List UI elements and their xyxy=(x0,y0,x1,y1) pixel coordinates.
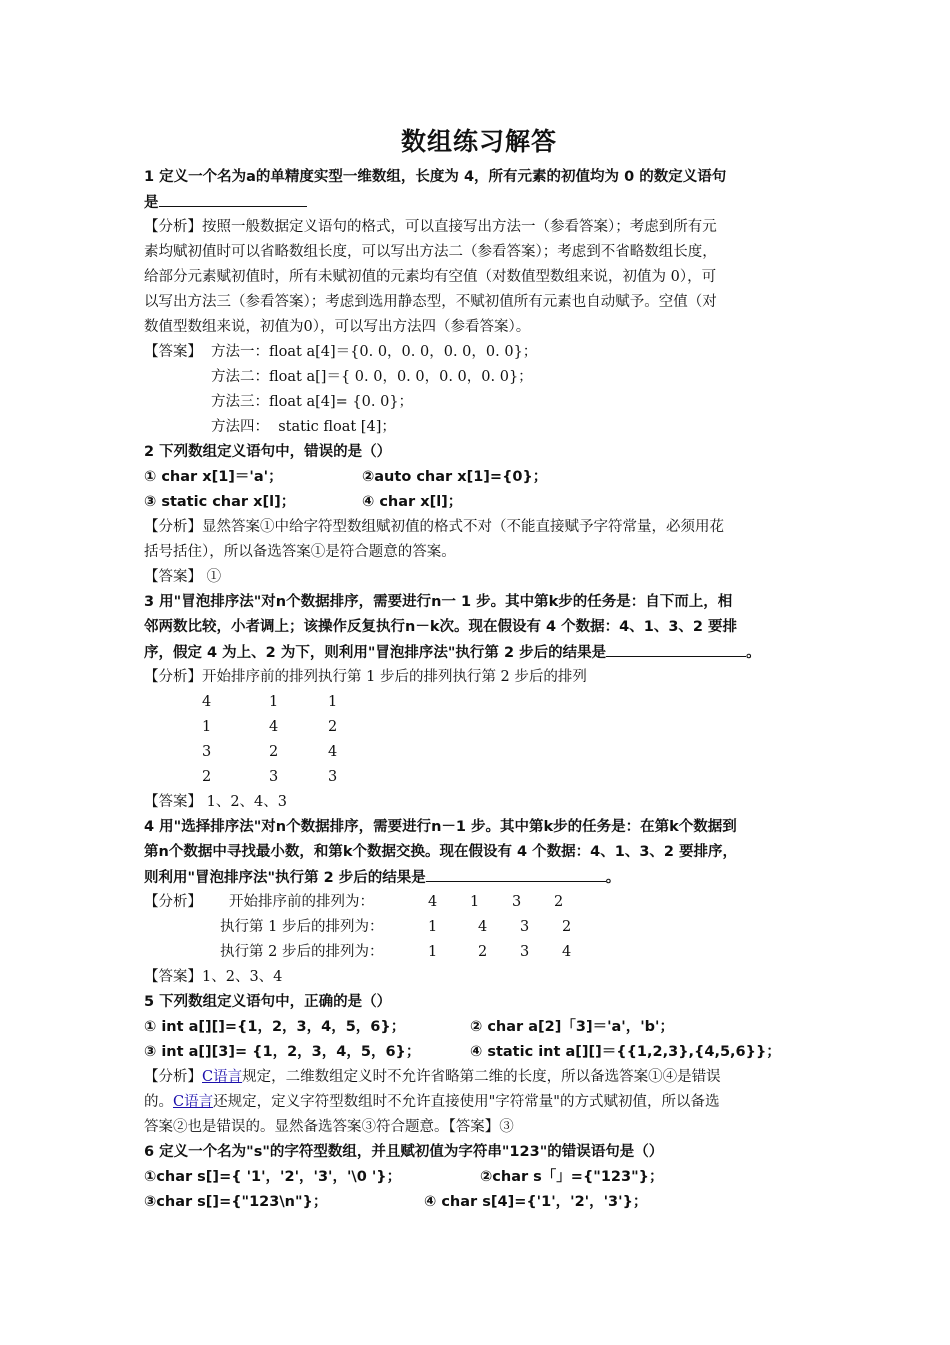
q3-line3-text: 序，假定 4 为上、2 为下，则利用"冒泡排序法"执行第 2 步后的结果是 xyxy=(144,645,607,661)
q4-row-label: 执行第 1 步后的排列为： xyxy=(220,919,384,935)
q6-question: 6 定义一个名为"s"的字符型数组，并且赋初值为字符串"123"的错误语句是（） xyxy=(144,1144,664,1160)
q3-table-cell: 1 xyxy=(202,719,212,735)
q1-line1: 1 定义一个名为a的单精度实型一维数组，长度为 4，所有元素的初值均为 0 的数定义语句 xyxy=(144,169,727,185)
c-language-link[interactable]: C语言 xyxy=(173,1094,214,1110)
q4-row-value: 2 xyxy=(554,894,564,910)
q1-analysis-1: 【分析】按照一般数据定义语句的格式，可以直接写出方法一（参看答案）；考虑到所有元 xyxy=(144,219,717,235)
q5-analysis-text: 规定，二维数组定义时不允许省略第二维的长度，所以备选答案①④是错误 xyxy=(242,1069,721,1085)
q5-analysis-text: 还规定，定义字符型数组时不允许直接使用"字符常量"的方式赋初值，所以备选 xyxy=(213,1094,720,1110)
q2-analysis-2: 括号括住），所以备选答案①是符合题意的答案。 xyxy=(144,544,456,560)
q2-question: 2 下列数组定义语句中，错误的是（） xyxy=(144,444,392,460)
q1-analysis-2: 素均赋初值时可以省略数组长度，可以写出方法二（参看答案）；考虑到不省略数组长度， xyxy=(144,244,717,260)
q4-row-value: 1 xyxy=(428,944,438,960)
q6-option-2: ②char s「」={"123"}； xyxy=(480,1169,664,1185)
q1-line2-text: 是 xyxy=(144,195,159,211)
q3-table-cell: 3 xyxy=(269,769,279,785)
q3-table-cell: 2 xyxy=(328,719,338,735)
q4-row-label: 执行第 2 步后的排列为： xyxy=(220,944,384,960)
q5-analysis-label: 【分析】 xyxy=(144,1069,202,1085)
q4-row-value: 3 xyxy=(520,919,530,935)
q4-row-value: 4 xyxy=(562,944,572,960)
q3-analysis: 【分析】开始排序前的排列执行第 1 步后的排列执行第 2 步后的排列 xyxy=(144,669,587,685)
q4-row-value: 4 xyxy=(478,919,488,935)
q4-row-value: 2 xyxy=(562,919,572,935)
q3-table-cell: 3 xyxy=(328,769,338,785)
q1-answer-label: 【答案】 xyxy=(144,344,202,360)
q4-line1: 4 用"选择排序法"对n个数据排序，需要进行n－1 步。其中第k步的任务是：在第k个数据到 xyxy=(144,819,737,835)
q2-option-4: ④ char x[l]； xyxy=(362,494,463,510)
q6-option-3: ③char s[]={"123\n"}； xyxy=(144,1194,328,1210)
q5-question: 5 下列数组定义语句中，正确的是（） xyxy=(144,994,392,1010)
q3-table-cell: 3 xyxy=(202,744,212,760)
q3-table-cell: 4 xyxy=(202,694,212,710)
q4-row-value: 2 xyxy=(478,944,488,960)
q1-answer-blank xyxy=(159,190,307,207)
q3-table-cell: 4 xyxy=(328,744,338,760)
q3-line2: 邻两数比较，小者调上；该操作反复执行n－k次。现在假设有 4 个数据：4、1、3、2 要排 xyxy=(144,619,738,635)
q5-analysis-text: 的。 xyxy=(144,1094,173,1110)
q5-option-4: ④ static int a[][]＝{{1,2,3},{4,5,6}}； xyxy=(470,1044,781,1060)
q4-row-label: 开始排序前的排列为： xyxy=(229,894,374,910)
q3-answer: 【答案】 1、2、4、3 xyxy=(144,794,288,810)
q2-option-3: ③ static char x[l]； xyxy=(144,494,296,510)
c-language-link[interactable]: C语言 xyxy=(202,1069,243,1085)
q2-option-2: ②auto char x[1]={0}； xyxy=(362,469,548,485)
q1-answer-1: 方法一：float a[4]＝{0. 0，0. 0，0. 0，0. 0}； xyxy=(211,344,538,360)
q4-analysis-label: 【分析】 xyxy=(144,894,202,910)
q1-answer-3: 方法三：float a[4]= {0. 0}； xyxy=(211,394,414,410)
q2-option-1: ① char x[1]＝'a'； xyxy=(144,469,283,485)
q2-analysis-1: 【分析】显然答案①中给字符型数组赋初值的格式不对（不能直接赋予字符常量，必须用花 xyxy=(144,519,724,535)
q3-table-cell: 4 xyxy=(269,719,279,735)
q6-option-4: ④ char s[4]={'1'，'2'，'3'}； xyxy=(424,1194,648,1210)
q3-table-cell: 2 xyxy=(202,769,212,785)
q3-table-cell: 1 xyxy=(269,694,279,710)
q4-row-value: 4 xyxy=(428,894,438,910)
q5-analysis-line3: 答案②也是错误的。显然备选答案③符合题意。【答案】③ xyxy=(144,1119,514,1135)
q4-row-value: 3 xyxy=(512,894,522,910)
q5-option-3: ③ int a[][3]= {1，2，3，4，5，6}； xyxy=(144,1044,421,1060)
q3-answer-blank xyxy=(606,640,746,657)
q6-option-1: ①char s[]={ '1'，'2'，'3'，'\0 '}； xyxy=(144,1169,402,1185)
q4-row-value: 3 xyxy=(520,944,530,960)
q4-row-value: 1 xyxy=(428,919,438,935)
q4-line2: 第n个数据中寻找最小数，和第k个数据交换。现在假设有 4 个数据：4、1、3、2 要排序， xyxy=(144,844,738,860)
q4-line3 xyxy=(144,865,620,890)
q3-line3-end: 。 xyxy=(746,645,761,661)
q3-line3 xyxy=(144,640,761,665)
q3-table-cell: 1 xyxy=(328,694,338,710)
q1-line2 xyxy=(144,190,307,215)
q3-table-cell: 2 xyxy=(269,744,279,760)
q4-line3-end: 。 xyxy=(605,870,621,886)
page-title: 数组练习解答 xyxy=(400,127,557,156)
q5-option-1: ① int a[][]={1，2，3，4，5，6}； xyxy=(144,1019,406,1035)
q1-analysis-5: 数值型数组来说，初值为0），可以写出方法四（参看答案）。 xyxy=(144,319,531,335)
q1-answer-2: 方法二：float a[]＝{ 0. 0，0. 0，0. 0，0. 0}； xyxy=(211,369,533,385)
q5-analysis-line1 xyxy=(144,1065,721,1090)
q4-row-value: 1 xyxy=(470,894,480,910)
q1-answer-4: 方法四： static float [4]； xyxy=(211,419,396,435)
q4-answer-blank xyxy=(426,865,606,882)
q5-analysis-line2 xyxy=(144,1090,719,1115)
q1-analysis-3: 给部分元素赋初值时，所有未赋初值的元素均有空值（对数值型数组来说，初值为 0），可 xyxy=(144,269,717,285)
q4-line3-text: 则利用"冒泡排序法"执行第 2 步后的结果是 xyxy=(144,870,426,886)
q2-answer: 【答案】 ① xyxy=(144,569,222,585)
q4-answer: 【答案】1、2、3、4 xyxy=(144,969,283,985)
q1-analysis-4: 以写出方法三（参看答案）；考虑到选用静态型，不赋初值所有元素也自动赋予。空值（对 xyxy=(144,294,717,310)
q5-option-2: ② char a[2]「3]＝'a'，'b'； xyxy=(470,1019,674,1035)
q3-line1: 3 用"冒泡排序法"对n个数据排序，需要进行n一 1 步。其中第k步的任务是：自下而上，相 xyxy=(144,594,733,610)
